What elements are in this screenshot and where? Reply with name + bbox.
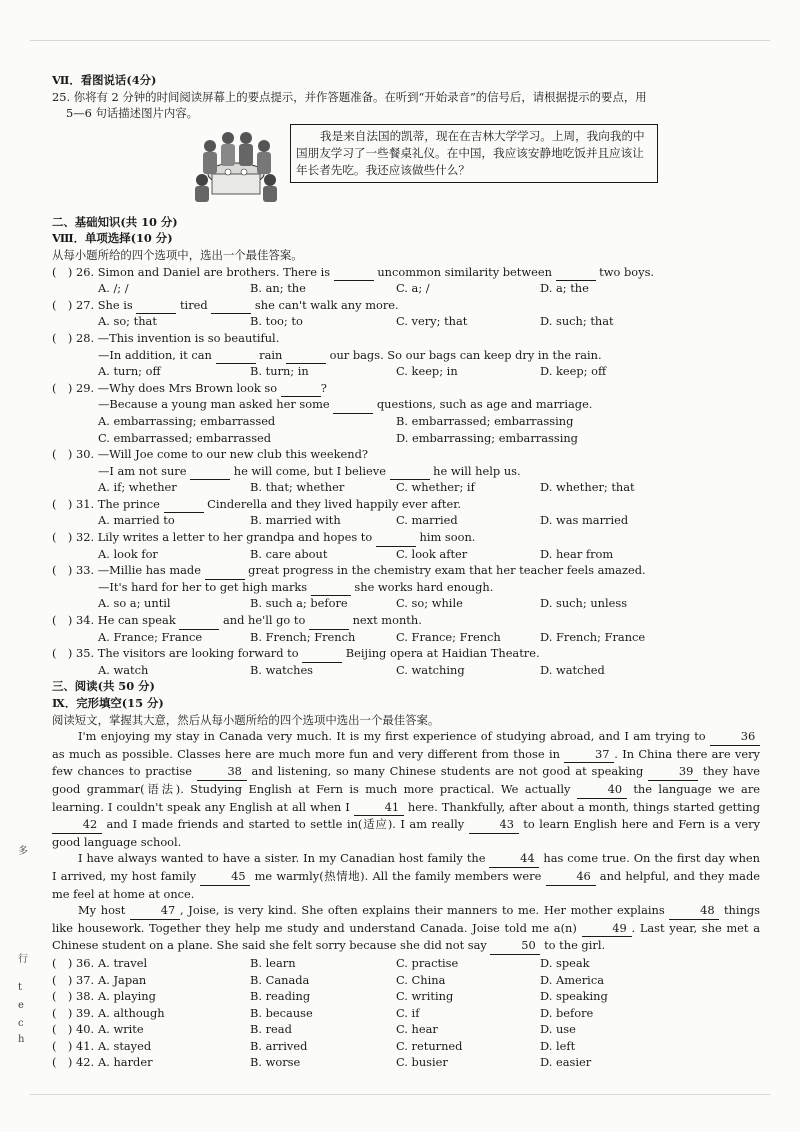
cloze-option-row [52,972,760,989]
multiple-choice-list [52,264,760,679]
question-stem: 30. —Will Joe come to our new club this weekend? [76,447,369,462]
question-row [52,380,760,397]
answer-paren[interactable]: ( ) [52,447,73,462]
question-number: 36. [76,955,95,970]
option-c: C. keep; in [396,364,458,379]
answer-paren[interactable]: ( ) [52,380,73,395]
answer-paren[interactable]: ( ) [52,264,73,279]
option-b: B. because [250,1005,313,1020]
answer-paren[interactable]: ( ) [52,297,73,312]
option-a: A. France; France [98,629,203,644]
cloze-option-row [52,955,760,972]
question-stem-2: —In addition, it can rain our bags. So our bags can keep dry in the rain. [98,347,602,365]
options-row [52,363,760,380]
answer-blank[interactable]: 44 [489,850,539,868]
option-b: B. embarrassed; embarrassing [396,413,574,428]
cloze-option-row [52,1038,760,1055]
answer-paren[interactable]: ( ) [52,496,73,511]
question-row [52,562,760,579]
option-c: C. look after [396,546,468,561]
answer-blank[interactable]: 48 [669,902,719,920]
option-d: D. speaking [540,989,608,1004]
option-c: C. very; that [396,314,468,329]
answer-blank[interactable]: 41 [354,799,404,817]
prompt-text: 我是来自法国的凯蒂，现在在吉林大学学习。上周，我向我的中国朋友学习了一些餐桌礼仪。在中国，我应该安静地吃饭并且应该让年长者先吃。我还应该做些什么？ [296,128,645,177]
option-c: C. whether; if [396,480,475,495]
question-number: 42. [76,1055,95,1070]
cloze-option-row [52,1054,760,1071]
answer-blank[interactable] [556,264,596,282]
margin-mark: 行 [18,954,28,965]
answer-blank[interactable]: 45 [200,868,250,886]
exam-content [52,72,760,1071]
question-row [52,529,760,546]
option-c: C. married [396,513,458,528]
question-stem: 29. —Why does Mrs Brown look so ? [76,380,327,398]
option-c: C. France; French [396,629,501,644]
cloze-paragraph-3: My host 47 , Joise, is very kind. She often explains their manners to me. Her mother explains 48 things like housework. Together they help me study and understand Canada. Joise told me a(n) 49 . Last year, she met a Chinese student on a plane. She said she felt sorry because she did not say 50 to the girl. [52,902,760,955]
section-9-heading: Ⅸ．完形填空(15 分) [52,696,164,710]
question-number: 41. [76,1038,95,1053]
question-stem: 27. She is tired she can't walk any more. [76,297,399,315]
part-3-heading: 三、阅读(共 50 分) [52,679,155,694]
option-a: A. married to [98,513,175,528]
question-number: 38. [76,989,95,1004]
question-reply [52,463,760,480]
option-b: B. watches [250,662,314,677]
answer-paren[interactable]: ( ) [52,330,73,345]
answer-paren[interactable]: ( ) [52,955,73,970]
option-b: B. reading [250,989,311,1004]
option-d: D. was married [540,513,629,528]
answer-blank[interactable]: 37 [564,746,614,764]
option-a: A. harder [98,1055,153,1070]
option-d: D. a; the [540,281,589,296]
answer-blank[interactable] [302,645,342,663]
option-d: D. America [540,972,604,987]
option-a: A. watch [98,662,149,677]
option-a: A. although [98,1005,165,1020]
option-c: C. a; / [396,281,430,296]
question-number: 39. [76,1005,95,1020]
option-c: C. returned [396,1038,463,1053]
option-b: B. learn [250,955,296,970]
question-row [52,496,760,513]
option-d: D. embarrassing; embarrassing [396,430,578,445]
answer-blank[interactable] [334,264,374,282]
option-b: B. married with [250,513,341,528]
option-b: B. too; to [250,314,303,329]
answer-paren[interactable]: ( ) [52,1005,73,1020]
margin-mark: e [18,1000,24,1011]
option-a: A. travel [98,955,148,970]
question-row [52,330,760,347]
question-stem: 31. The prince Cinderella and they lived happily ever after. [76,496,461,514]
answer-blank[interactable]: 42 [52,816,102,834]
option-c: C. embarrassed; embarrassed [98,430,272,445]
section-8-heading: Ⅷ．单项选择(10 分) [52,231,173,246]
options-row [52,280,760,297]
question-number: 37. [76,972,95,987]
margin-mark: h [18,1034,25,1045]
answer-blank[interactable] [164,496,204,514]
question-stem: 33. —Millie has made great progress in the chemistry exam that her teacher feels amazed. [76,562,646,580]
option-a: A. write [98,1022,144,1037]
answer-paren[interactable]: ( ) [52,989,73,1004]
option-a: A. look for [98,546,158,561]
option-b: B. turn; in [250,364,309,379]
option-b: B. that; whether [250,480,345,495]
answer-blank[interactable] [216,347,256,365]
cloze-option-row [52,1021,760,1038]
cloze-option-row [52,1005,760,1022]
answer-paren[interactable]: ( ) [52,613,73,628]
answer-blank[interactable]: 47 [130,902,180,920]
cloze-option-row [52,988,760,1005]
question-stem-2: —It's hard for her to get high marks she works hard enough. [98,579,493,597]
answer-blank[interactable]: 40 [577,781,627,799]
option-a: A. if; whether [98,480,177,495]
top-rule [30,40,770,41]
question-stem: 28. —This invention is so beautiful. [76,330,280,345]
dinner-table-illustration-icon [192,124,280,204]
option-c: C. watching [396,662,465,677]
option-d: D. watched [540,662,605,677]
option-b: B. French; French [250,629,356,644]
options-row [52,595,760,612]
answer-paren[interactable]: ( ) [52,972,73,987]
answer-blank[interactable]: 49 [582,920,632,938]
option-c: C. practise [396,955,459,970]
answer-blank[interactable] [281,380,321,398]
answer-blank[interactable] [286,347,326,365]
options-row [52,629,760,646]
margin-mark: c [18,1018,24,1029]
answer-blank[interactable]: 50 [490,937,540,955]
option-a: A. stayed [98,1038,152,1053]
question-stem: 34. He can speak and he'll go to next month. [76,612,422,630]
margin-mark: 多 [18,846,28,857]
part-3-instruction: 阅读短文，掌握其大意，然后从每小题所给的四个选项中选出一个最佳答案。 [52,712,440,727]
option-b: B. such a; before [250,596,348,611]
option-a: A. playing [98,989,156,1004]
answer-blank[interactable]: 36 [710,728,760,746]
option-d: D. speak [540,955,590,970]
question-row [52,264,760,281]
option-d: D. such; unless [540,596,628,611]
question-stem: 26. Simon and Daniel are brothers. There is uncommon similarity between two boys. [76,264,654,282]
question-row [52,446,760,463]
option-c: C. so; while [396,596,463,611]
answer-blank[interactable] [376,529,416,547]
part-2-heading: 二、基础知识(共 10 分) [52,214,178,229]
option-c: C. if [396,1005,420,1020]
options-row [52,512,760,529]
option-c: C. hear [396,1022,438,1037]
answer-blank[interactable] [390,463,430,481]
margin-mark: t [18,982,23,993]
question-stem-2: —I am not sure he will come, but I believe he will help us. [98,463,521,481]
option-b: B. worse [250,1055,301,1070]
cloze-paragraph-2: I have always wanted to have a sister. In my Canadian host family the 44 has come true. On the first day when I arrived, my host family 45 me warmly(热情地). All the family members were 46 and helpful, and they made me feel at home at once. [52,851,761,901]
answer-blank[interactable]: 39 [648,763,698,781]
question-number: 40. [76,1022,95,1037]
option-d: D. whether; that [540,480,635,495]
question-reply [52,579,760,596]
answer-blank[interactable] [190,463,230,481]
question-row [52,645,760,662]
answer-blank[interactable] [211,297,251,315]
option-d: D. left [540,1038,576,1053]
q25-line1: 25. 你将有 2 分钟的时间阅读屏幕上的要点提示，并作答题准备。在听到“开始录音”的信号后，请根据提示的要点，用 [52,89,647,104]
options-row [52,479,760,496]
option-a: A. so; that [98,314,157,329]
cloze-options-list [52,955,760,1071]
answer-paren[interactable]: ( ) [52,1022,73,1037]
answer-blank[interactable] [309,612,349,630]
option-d: D. French; France [540,629,646,644]
answer-paren[interactable]: ( ) [52,1038,73,1053]
bottom-rule [30,1094,770,1095]
answer-paren[interactable]: ( ) [52,646,73,661]
q25-line2: 5—6 句话描述图片内容。 [66,106,199,121]
option-d: D. easier [540,1055,592,1070]
option-d: D. keep; off [540,364,607,379]
option-a: A. turn; off [98,364,161,379]
option-d: D. before [540,1005,594,1020]
answer-paren[interactable]: ( ) [52,530,73,545]
question-reply [52,347,760,364]
answer-blank[interactable]: 46 [546,868,596,886]
option-b: B. arrived [250,1038,308,1053]
question-stem: 32. Lily writes a letter to her grandpa and hopes to him soon. [76,529,475,547]
answer-blank[interactable] [136,297,176,315]
option-b: B. care about [250,546,328,561]
options-row [52,313,760,330]
options-row [52,413,760,430]
picture-task [52,122,760,214]
question-stem: 35. The visitors are looking forward to Beijing opera at Haidian Theatre. [76,645,540,663]
options-row [52,546,760,563]
options-row [52,662,760,679]
part-2-instruction: 从每小题所给的四个选项中，选出一个最佳答案。 [52,247,303,262]
answer-paren[interactable]: ( ) [52,563,73,578]
answer-blank[interactable] [311,579,351,597]
answer-blank[interactable]: 38 [197,763,247,781]
option-c: C. busier [396,1055,448,1070]
options-row [52,430,760,447]
option-b: B. Canada [250,972,310,987]
option-c: C. writing [396,989,454,1004]
cloze-paragraph-1: I'm enjoying my stay in Canada very much. It is my first experience of studying abroad, and I am trying to 36 as much as possible. Classes here are much more fun and very different from those in 37 . In China there are very few chances to practise 38 and listening, so many Chinese students are not good at speaking 39 they have good grammar(语法). Studying English at Fern is much more practical. We actually 40 the language we are learning. I couldn't speak any English at all when I 41 here. Thankfully, after about a month, things started getting 42 and I made friends and started to settle in(适应). I am really 43 to learn English here and Fern is a very good language school. [52,729,761,849]
option-b: B. an; the [250,281,306,296]
option-a: A. so a; until [98,596,171,611]
question-reply [52,396,760,413]
prompt-box [290,124,658,183]
answer-paren[interactable]: ( ) [52,1055,73,1070]
answer-blank[interactable] [333,396,373,414]
option-a: A. embarrassing; embarrassed [98,413,276,428]
answer-blank[interactable] [205,562,245,580]
option-c: C. China [396,972,446,987]
option-d: D. use [540,1022,576,1037]
question-stem-2: —Because a young man asked her some questions, such as age and marriage. [98,396,592,414]
answer-blank[interactable] [179,612,219,630]
option-a: A. Japan [98,972,147,987]
question-row [52,297,760,314]
option-d: D. hear from [540,546,614,561]
option-a: A. /; / [98,281,129,296]
option-b: B. read [250,1022,292,1037]
answer-blank[interactable]: 43 [469,816,519,834]
section-7-heading: Ⅶ．看图说话(4分) [52,73,157,87]
question-row [52,612,760,629]
option-d: D. such; that [540,314,614,329]
